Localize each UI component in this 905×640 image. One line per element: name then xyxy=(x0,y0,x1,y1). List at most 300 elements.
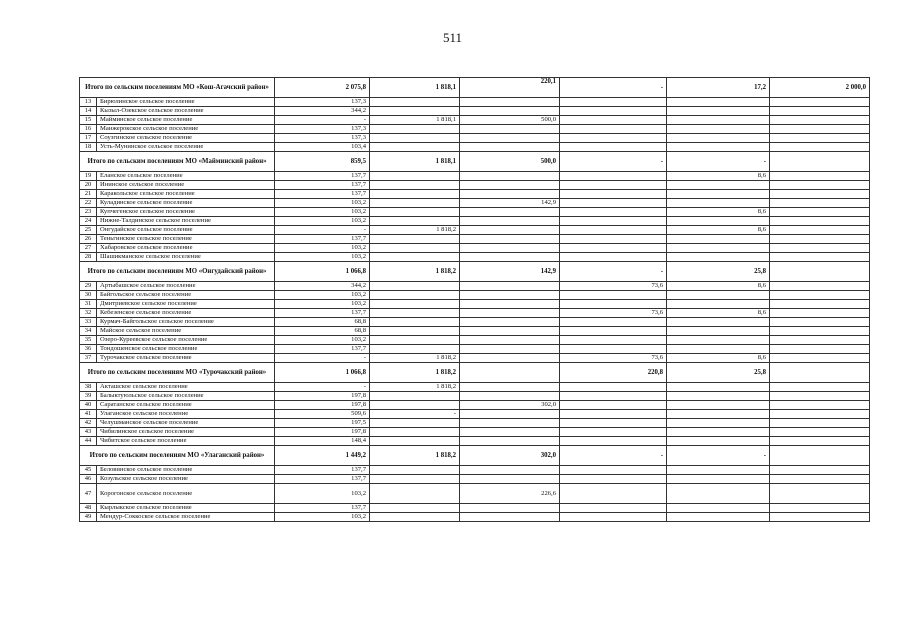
amount-cell-1: 103,2 xyxy=(275,291,370,300)
table-row xyxy=(80,134,870,143)
row-number: 20 xyxy=(80,181,97,190)
amount-cell-5 xyxy=(667,327,770,336)
amount-cell-4 xyxy=(560,475,667,484)
amount-cell-5 xyxy=(667,244,770,253)
amount-cell-5 xyxy=(667,217,770,226)
amount-cell-2 xyxy=(370,235,460,244)
amount-cell-6 xyxy=(770,446,870,466)
amount-cell-4: - xyxy=(560,446,667,466)
amount-cell-5 xyxy=(667,125,770,134)
amount-cell-3: 142,9 xyxy=(460,262,560,282)
amount-cell-6 xyxy=(770,466,870,475)
amount-cell-4: 73,6 xyxy=(560,309,667,318)
table-row xyxy=(80,217,870,226)
amount-cell-3 xyxy=(460,354,560,363)
amount-cell-3 xyxy=(460,309,560,318)
subtotal-row xyxy=(80,78,870,98)
table-row xyxy=(80,98,870,107)
amount-cell-4 xyxy=(560,410,667,419)
settlement-name: Корогонское сельское поселение xyxy=(97,484,275,504)
row-number: 41 xyxy=(80,410,97,419)
amount-cell-4: 73,6 xyxy=(560,282,667,291)
amount-cell-4 xyxy=(560,217,667,226)
table-row xyxy=(80,125,870,134)
settlement-name: Балыктуюльское сельское поселение xyxy=(97,392,275,401)
amount-cell-3 xyxy=(460,235,560,244)
amount-cell-6 xyxy=(770,300,870,309)
amount-cell-3 xyxy=(460,291,560,300)
amount-cell-1: 197,8 xyxy=(275,428,370,437)
amount-cell-2 xyxy=(370,291,460,300)
settlement-name: Соузгинское сельское поселение xyxy=(97,134,275,143)
amount-cell-4 xyxy=(560,318,667,327)
amount-cell-3: 142,9 xyxy=(460,199,560,208)
table-row xyxy=(80,504,870,513)
amount-cell-2 xyxy=(370,475,460,484)
amount-cell-4 xyxy=(560,428,667,437)
amount-cell-1: 148,4 xyxy=(275,437,370,446)
amount-cell-2 xyxy=(370,437,460,446)
amount-cell-1: - xyxy=(275,116,370,125)
row-number: 35 xyxy=(80,336,97,345)
settlement-name: Майское сельское поселение xyxy=(97,327,275,336)
row-number: 46 xyxy=(80,475,97,484)
table-row xyxy=(80,309,870,318)
amount-cell-6 xyxy=(770,504,870,513)
amount-cell-3 xyxy=(460,336,560,345)
table-row xyxy=(80,410,870,419)
amount-cell-4 xyxy=(560,392,667,401)
amount-cell-3 xyxy=(460,410,560,419)
amount-cell-6 xyxy=(770,309,870,318)
subtotal-row xyxy=(80,152,870,172)
amount-cell-1: 68,8 xyxy=(275,318,370,327)
amount-cell-4 xyxy=(560,244,667,253)
amount-cell-6 xyxy=(770,172,870,181)
amount-cell-1: 1 449,2 xyxy=(275,446,370,466)
settlement-name: Челушманское сельское поселение xyxy=(97,419,275,428)
amount-cell-3: 500,0 xyxy=(460,152,560,172)
amount-cell-6 xyxy=(770,318,870,327)
table-row xyxy=(80,181,870,190)
table-row xyxy=(80,428,870,437)
amount-cell-5 xyxy=(667,181,770,190)
row-number: 43 xyxy=(80,428,97,437)
amount-cell-4 xyxy=(560,484,667,504)
amount-cell-2 xyxy=(370,134,460,143)
amount-cell-1: 2 075,8 xyxy=(275,78,370,98)
amount-cell-2 xyxy=(370,125,460,134)
amount-cell-5 xyxy=(667,466,770,475)
amount-cell-3 xyxy=(460,300,560,309)
amount-cell-1: 137,7 xyxy=(275,235,370,244)
amount-cell-2 xyxy=(370,253,460,262)
amount-cell-6 xyxy=(770,208,870,217)
subtotal-label: Итого по сельским поселениям МО «Онгудайский район» xyxy=(80,262,275,282)
amount-cell-2 xyxy=(370,336,460,345)
subtotal-label: Итого по сельским поселениям МО «Майминский район» xyxy=(80,152,275,172)
amount-cell-5: 25,8 xyxy=(667,363,770,383)
amount-cell-2: 1 818,2 xyxy=(370,262,460,282)
table-row xyxy=(80,244,870,253)
amount-cell-2 xyxy=(370,513,460,522)
amount-cell-4: - xyxy=(560,152,667,172)
amount-cell-6 xyxy=(770,437,870,446)
amount-cell-3 xyxy=(460,107,560,116)
amount-cell-3 xyxy=(460,428,560,437)
amount-cell-5 xyxy=(667,475,770,484)
amount-cell-6 xyxy=(770,428,870,437)
amount-cell-6 xyxy=(770,336,870,345)
amount-cell-5 xyxy=(667,134,770,143)
row-number: 19 xyxy=(80,172,97,181)
table-row xyxy=(80,401,870,410)
amount-cell-1: 509,6 xyxy=(275,410,370,419)
amount-cell-4 xyxy=(560,327,667,336)
amount-cell-5 xyxy=(667,253,770,262)
amount-cell-3 xyxy=(460,345,560,354)
amount-cell-3 xyxy=(460,383,560,392)
amount-cell-1: 137,7 xyxy=(275,309,370,318)
row-number: 40 xyxy=(80,401,97,410)
amount-cell-6 xyxy=(770,475,870,484)
amount-cell-3 xyxy=(460,134,560,143)
settlement-name: Мендур-Соккоское сельское поселение xyxy=(97,513,275,522)
row-number: 45 xyxy=(80,466,97,475)
amount-cell-1: 344,2 xyxy=(275,107,370,116)
row-number: 18 xyxy=(80,143,97,152)
row-number: 48 xyxy=(80,504,97,513)
settlement-name: Майминское сельское поселение xyxy=(97,116,275,125)
amount-cell-5 xyxy=(667,336,770,345)
settlement-name: Купчегенское сельское поселение xyxy=(97,208,275,217)
amount-cell-5 xyxy=(667,428,770,437)
amount-cell-2 xyxy=(370,181,460,190)
amount-cell-5: 8,6 xyxy=(667,354,770,363)
settlement-name: Курмач-Байгольское сельское поселение xyxy=(97,318,275,327)
amount-cell-2 xyxy=(370,282,460,291)
row-number: 39 xyxy=(80,392,97,401)
amount-cell-6 xyxy=(770,244,870,253)
subtotal-label: Итого по сельским поселениям МО «Турочакский район» xyxy=(80,363,275,383)
table-row xyxy=(80,291,870,300)
amount-cell-3 xyxy=(460,226,560,235)
amount-cell-1: 197,8 xyxy=(275,392,370,401)
amount-cell-2 xyxy=(370,143,460,152)
row-number: 32 xyxy=(80,309,97,318)
row-number: 36 xyxy=(80,345,97,354)
table-row xyxy=(80,226,870,235)
amount-cell-4 xyxy=(560,300,667,309)
table-row xyxy=(80,116,870,125)
settlement-name: Кызыл-Озекское сельское поселение xyxy=(97,107,275,116)
amount-cell-4 xyxy=(560,504,667,513)
amount-cell-5: 8,6 xyxy=(667,309,770,318)
table-row xyxy=(80,253,870,262)
amount-cell-3 xyxy=(460,466,560,475)
amount-cell-1: 137,7 xyxy=(275,466,370,475)
amount-cell-1: 68,8 xyxy=(275,327,370,336)
table-row xyxy=(80,282,870,291)
amount-cell-6: 2 000,0 xyxy=(770,78,870,98)
amount-cell-2 xyxy=(370,217,460,226)
settlement-name: Кырлыкское сельское поселение xyxy=(97,504,275,513)
amount-cell-2: 1 818,2 xyxy=(370,363,460,383)
amount-cell-3: 226,6 xyxy=(460,484,560,504)
amount-cell-6 xyxy=(770,190,870,199)
amount-cell-4: 220,8 xyxy=(560,363,667,383)
amount-cell-1: 197,8 xyxy=(275,401,370,410)
amount-cell-4 xyxy=(560,419,667,428)
settlement-name: Турочакское сельское поселение xyxy=(97,354,275,363)
amount-cell-4 xyxy=(560,226,667,235)
amount-cell-3 xyxy=(460,190,560,199)
amount-cell-3: 302,0 xyxy=(460,401,560,410)
amount-cell-6 xyxy=(770,484,870,504)
amount-cell-2 xyxy=(370,466,460,475)
amount-cell-5 xyxy=(667,383,770,392)
amount-cell-4 xyxy=(560,143,667,152)
amount-cell-5 xyxy=(667,392,770,401)
table-row xyxy=(80,143,870,152)
amount-cell-2 xyxy=(370,300,460,309)
settlement-name: Онгудайское сельское поселение xyxy=(97,226,275,235)
amount-cell-2 xyxy=(370,401,460,410)
amount-cell-4: - xyxy=(560,78,667,98)
amount-cell-2 xyxy=(370,428,460,437)
table-row xyxy=(80,199,870,208)
amount-cell-1: 137,7 xyxy=(275,345,370,354)
amount-cell-1: 197,5 xyxy=(275,419,370,428)
amount-cell-6 xyxy=(770,513,870,522)
amount-cell-2: 1 818,2 xyxy=(370,383,460,392)
amount-cell-2 xyxy=(370,98,460,107)
settlement-name: Улаганское сельское поселение xyxy=(97,410,275,419)
amount-cell-5: - xyxy=(667,446,770,466)
amount-cell-6 xyxy=(770,383,870,392)
amount-cell-5: 8,6 xyxy=(667,226,770,235)
amount-cell-3 xyxy=(460,318,560,327)
amount-cell-1: 103,2 xyxy=(275,199,370,208)
amount-cell-5 xyxy=(667,437,770,446)
row-number: 24 xyxy=(80,217,97,226)
amount-cell-1: - xyxy=(275,226,370,235)
amount-cell-6 xyxy=(770,143,870,152)
amount-cell-1: 103,2 xyxy=(275,208,370,217)
amount-cell-3 xyxy=(460,363,560,383)
amount-cell-6 xyxy=(770,116,870,125)
amount-cell-5 xyxy=(667,190,770,199)
amount-cell-2: 1 818,2 xyxy=(370,226,460,235)
amount-cell-6 xyxy=(770,327,870,336)
amount-cell-5 xyxy=(667,107,770,116)
amount-cell-6 xyxy=(770,354,870,363)
amount-cell-5 xyxy=(667,235,770,244)
amount-cell-1: 859,5 xyxy=(275,152,370,172)
row-number: 42 xyxy=(80,419,97,428)
amount-cell-6 xyxy=(770,262,870,282)
row-number: 21 xyxy=(80,190,97,199)
amount-cell-6 xyxy=(770,291,870,300)
amount-cell-6 xyxy=(770,282,870,291)
amount-cell-6 xyxy=(770,181,870,190)
table-row xyxy=(80,208,870,217)
row-number: 30 xyxy=(80,291,97,300)
amount-cell-1: 103,4 xyxy=(275,143,370,152)
amount-cell-6 xyxy=(770,345,870,354)
amount-cell-3 xyxy=(460,172,560,181)
amount-cell-5 xyxy=(667,143,770,152)
amount-cell-3 xyxy=(460,253,560,262)
amount-cell-4 xyxy=(560,190,667,199)
settlement-name: Дмитриевское сельское поселение xyxy=(97,300,275,309)
settlement-name: Козульское сельское поселение xyxy=(97,475,275,484)
subtotal-row xyxy=(80,262,870,282)
amount-cell-4 xyxy=(560,134,667,143)
amount-cell-1: 137,3 xyxy=(275,125,370,134)
amount-cell-4 xyxy=(560,383,667,392)
table-row xyxy=(80,190,870,199)
amount-cell-5 xyxy=(667,513,770,522)
amount-cell-1: - xyxy=(275,383,370,392)
amount-cell-1: 137,7 xyxy=(275,475,370,484)
amount-cell-1: 137,7 xyxy=(275,172,370,181)
amount-cell-5: - xyxy=(667,152,770,172)
row-number: 37 xyxy=(80,354,97,363)
amount-cell-2 xyxy=(370,419,460,428)
amount-cell-4 xyxy=(560,107,667,116)
amount-cell-5 xyxy=(667,199,770,208)
settlement-name: Каракольское сельское поселение xyxy=(97,190,275,199)
amount-cell-4 xyxy=(560,253,667,262)
settlement-name: Озеро-Куреевское сельское поселение xyxy=(97,336,275,345)
amount-cell-4 xyxy=(560,345,667,354)
amount-cell-6 xyxy=(770,226,870,235)
amount-cell-4 xyxy=(560,401,667,410)
subtotal-label: Итого по сельским поселениям МО «Улаганский район» xyxy=(80,446,275,466)
row-number: 33 xyxy=(80,318,97,327)
settlement-name: Чибилинское сельское поселение xyxy=(97,428,275,437)
amount-cell-2: - xyxy=(370,410,460,419)
amount-cell-1: 137,7 xyxy=(275,504,370,513)
amount-cell-6 xyxy=(770,125,870,134)
amount-cell-3 xyxy=(460,282,560,291)
amount-cell-5 xyxy=(667,318,770,327)
amount-cell-5: 17,2 xyxy=(667,78,770,98)
settlement-name: Чибитское сельское поселение xyxy=(97,437,275,446)
amount-cell-6 xyxy=(770,253,870,262)
amount-cell-4 xyxy=(560,125,667,134)
row-number: 17 xyxy=(80,134,97,143)
amount-cell-5 xyxy=(667,291,770,300)
amount-cell-4 xyxy=(560,437,667,446)
amount-cell-1: 103,2 xyxy=(275,217,370,226)
table-row xyxy=(80,419,870,428)
settlement-name: Тондошенское сельское поселение xyxy=(97,345,275,354)
settlement-name: Саратанское сельское поселение xyxy=(97,401,275,410)
amount-cell-2 xyxy=(370,392,460,401)
table-row xyxy=(80,336,870,345)
amount-cell-3: 500,0 xyxy=(460,116,560,125)
amount-cell-2 xyxy=(370,484,460,504)
amount-cell-6 xyxy=(770,107,870,116)
amount-cell-3 xyxy=(460,327,560,336)
amount-cell-1: 103,2 xyxy=(275,513,370,522)
amount-cell-2 xyxy=(370,504,460,513)
settlement-name: Байгольское сельское поселение xyxy=(97,291,275,300)
amount-cell-4 xyxy=(560,208,667,217)
row-number: 15 xyxy=(80,116,97,125)
table-row xyxy=(80,172,870,181)
row-number: 38 xyxy=(80,383,97,392)
row-number: 28 xyxy=(80,253,97,262)
amount-cell-3 xyxy=(460,437,560,446)
amount-cell-6 xyxy=(770,217,870,226)
amount-cell-4 xyxy=(560,235,667,244)
amount-cell-1: 103,2 xyxy=(275,336,370,345)
amount-cell-3: 220,1 xyxy=(460,78,560,98)
amount-cell-4: - xyxy=(560,262,667,282)
amount-cell-6 xyxy=(770,392,870,401)
row-number: 27 xyxy=(80,244,97,253)
amount-cell-3 xyxy=(460,475,560,484)
row-number: 14 xyxy=(80,107,97,116)
amount-cell-1: 103,2 xyxy=(275,484,370,504)
amount-cell-2 xyxy=(370,190,460,199)
row-number: 26 xyxy=(80,235,97,244)
settlement-name: Манжерокское сельское поселение xyxy=(97,125,275,134)
amount-cell-6 xyxy=(770,363,870,383)
table-row xyxy=(80,513,870,522)
row-number: 16 xyxy=(80,125,97,134)
amount-cell-5 xyxy=(667,345,770,354)
budget-table xyxy=(79,77,870,522)
subtotal-row xyxy=(80,446,870,466)
amount-cell-6 xyxy=(770,98,870,107)
amount-cell-5 xyxy=(667,419,770,428)
amount-cell-5 xyxy=(667,98,770,107)
amount-cell-2 xyxy=(370,208,460,217)
amount-cell-1: 137,3 xyxy=(275,134,370,143)
amount-cell-1: 103,2 xyxy=(275,300,370,309)
amount-cell-4 xyxy=(560,116,667,125)
table-row xyxy=(80,383,870,392)
settlement-name: Еланское сельское поселение xyxy=(97,172,275,181)
amount-cell-2: 1 818,2 xyxy=(370,446,460,466)
amount-cell-5: 8,6 xyxy=(667,208,770,217)
amount-cell-3 xyxy=(460,419,560,428)
settlement-name: Теньгинское сельское поселение xyxy=(97,235,275,244)
amount-cell-3 xyxy=(460,513,560,522)
amount-cell-1: 1 066,8 xyxy=(275,363,370,383)
amount-cell-1: 344,2 xyxy=(275,282,370,291)
amount-cell-6 xyxy=(770,401,870,410)
amount-cell-3 xyxy=(460,98,560,107)
amount-cell-2: 1 818,1 xyxy=(370,152,460,172)
amount-cell-2 xyxy=(370,345,460,354)
amount-cell-6 xyxy=(770,152,870,172)
amount-cell-4 xyxy=(560,98,667,107)
settlement-name: Хабаровское сельское поселение xyxy=(97,244,275,253)
amount-cell-3 xyxy=(460,181,560,190)
settlement-name: Усть-Мунинское сельское поселение xyxy=(97,143,275,152)
row-number: 22 xyxy=(80,199,97,208)
amount-cell-1: 103,2 xyxy=(275,253,370,262)
settlement-name: Беловинское сельское поселение xyxy=(97,466,275,475)
table-row xyxy=(80,475,870,484)
amount-cell-3 xyxy=(460,217,560,226)
settlement-name: Артыбашское сельское поселение xyxy=(97,282,275,291)
